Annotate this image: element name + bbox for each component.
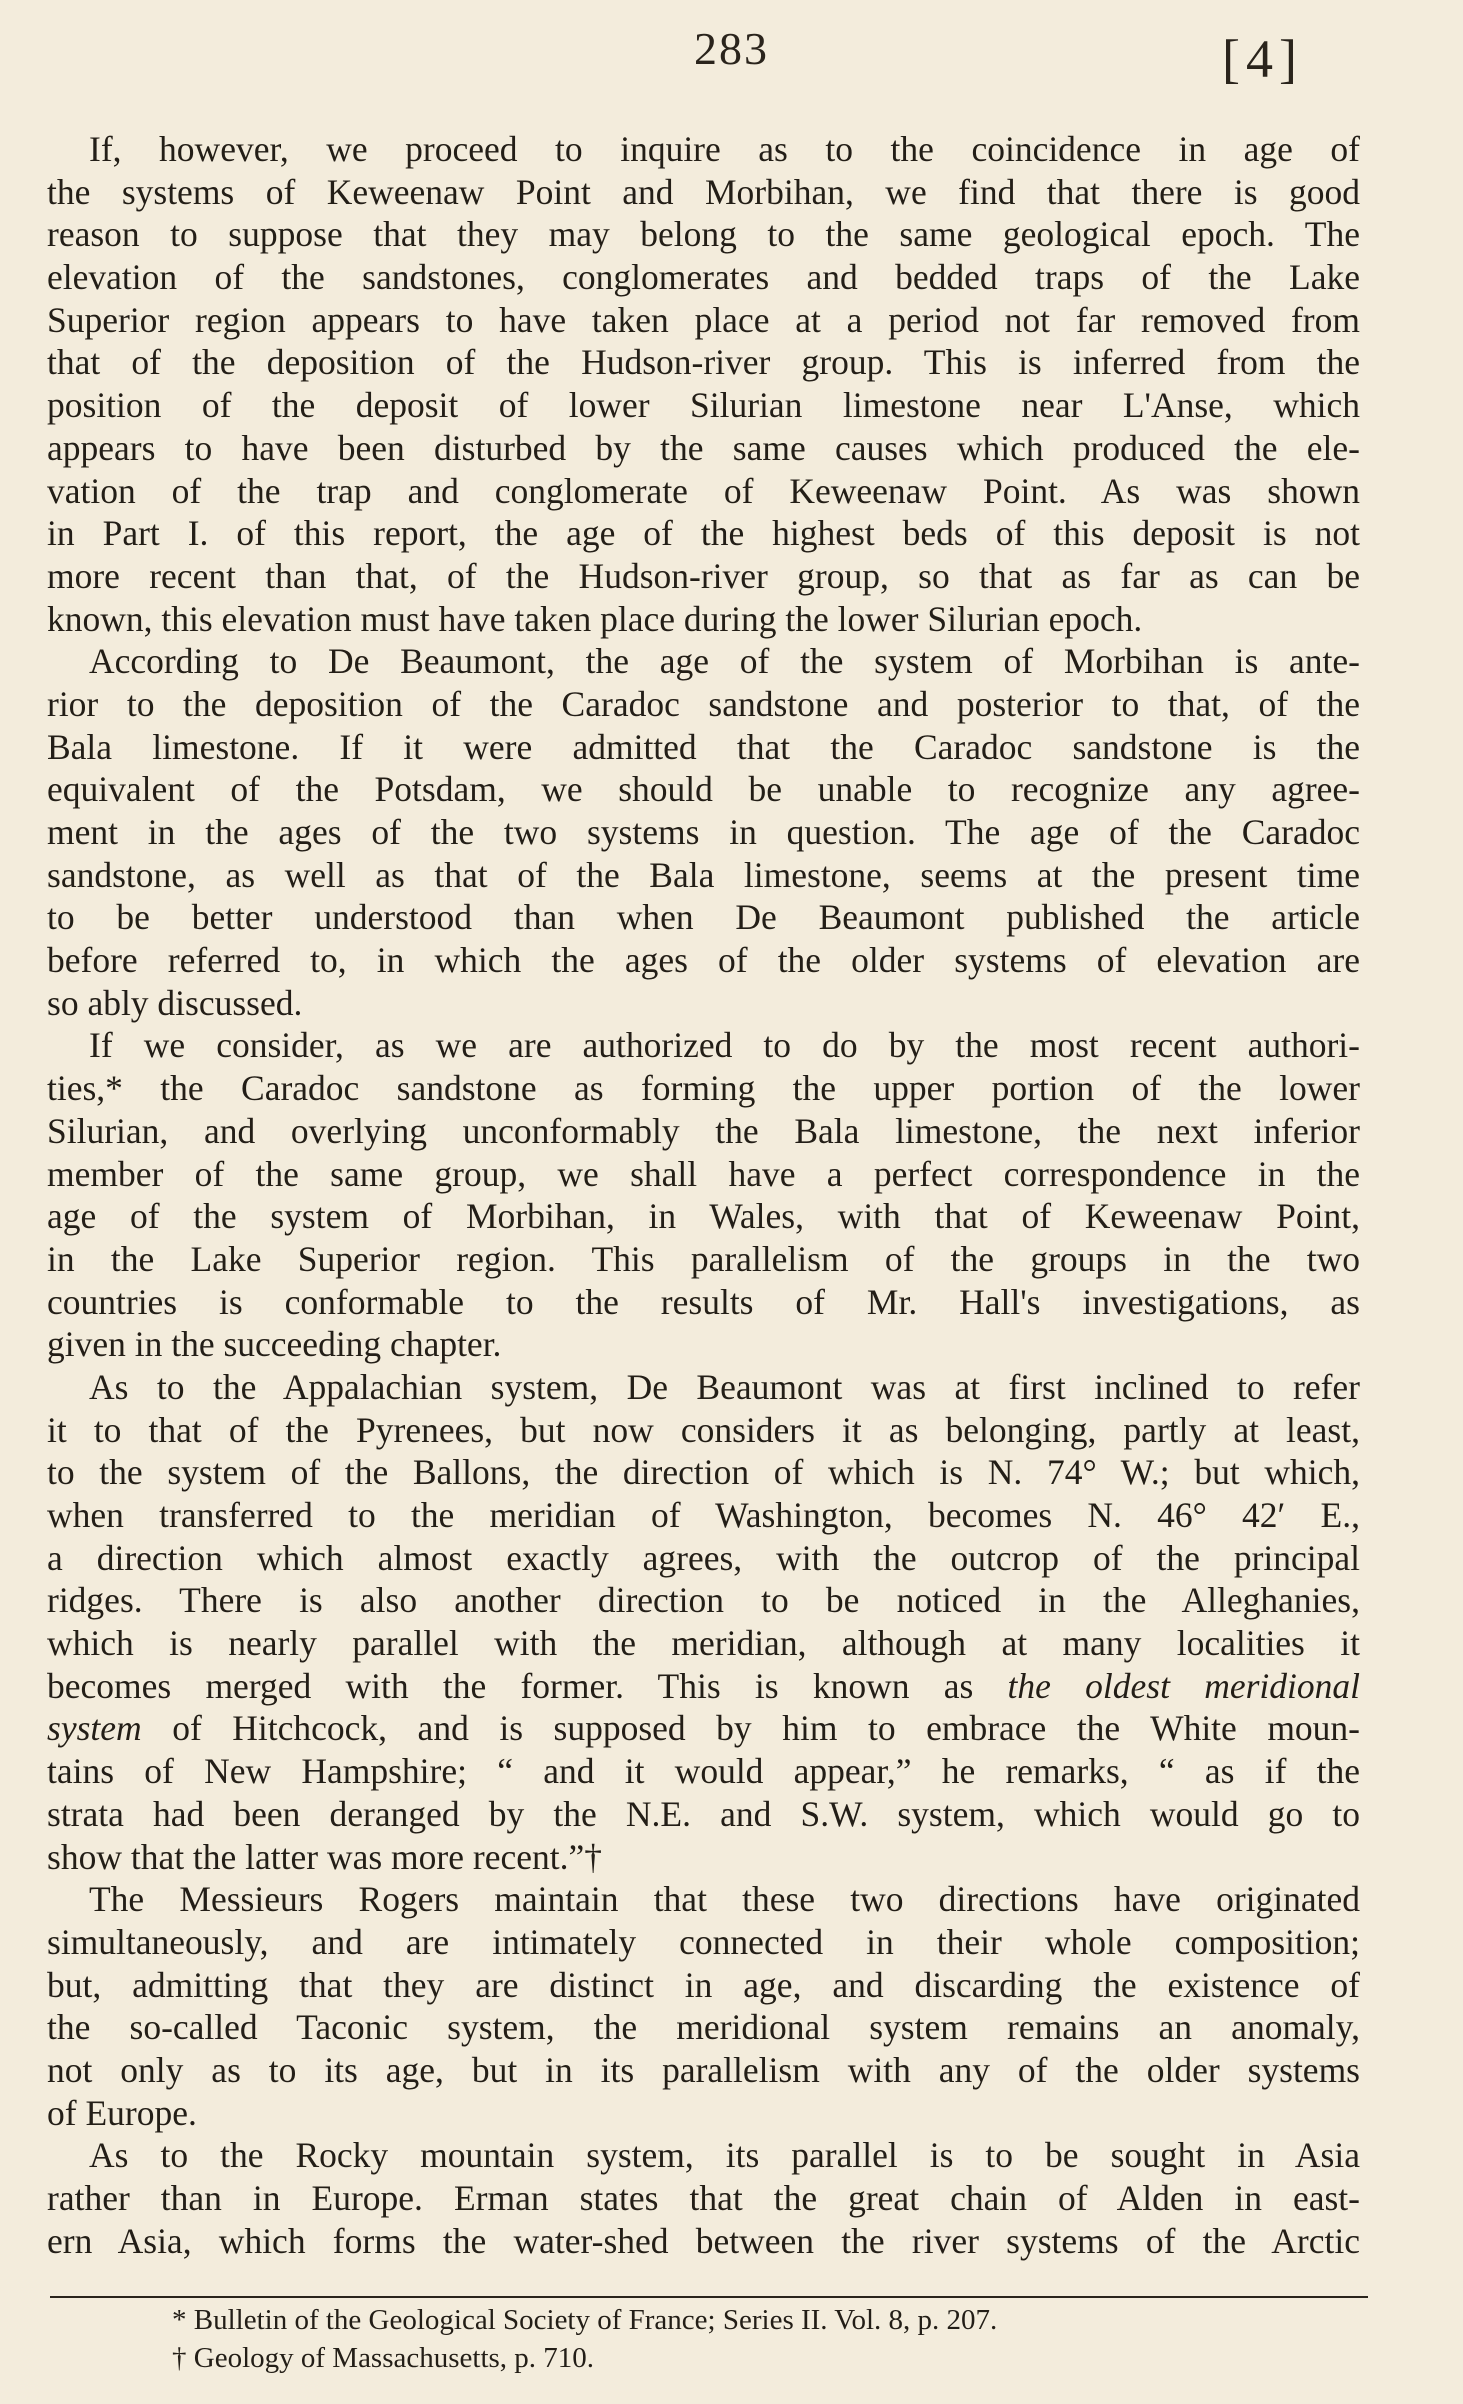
text-line: in the Lake Superior region. This parallelism of the groups in the two [47,1238,1360,1279]
text-line [47,1665,1360,1708]
text-line: simultaneously, and are intimately connected in their whole composition; [47,1921,1360,1962]
text-line: If we consider, as we are authorized to do by the most recent authori- [89,1025,1360,1066]
text-line: given in the succeeding chapter. [47,1324,502,1365]
text-line: of Europe. [47,2092,197,2133]
section-marker: [4] [1222,29,1303,89]
text-line: show that the latter was more recent.”† [47,1836,602,1877]
text-line: which is nearly parallel with the meridian, although at many localities it [47,1623,1360,1664]
text-line: elevation of the sandstones, conglomerates and bedded traps of the Lake [47,257,1360,298]
text-line: tains of New Hampshire; “ and it would appear,” he remarks, “ as if the [47,1751,1360,1792]
text-line: position of the deposit of lower Silurian limestone near L'Anse, which [47,385,1360,426]
text-line: equivalent of the Potsdam, we should be unable to recognize any agree- [47,769,1360,810]
text-line: reason to suppose that they may belong to the same geological epoch. The [47,214,1360,255]
text-line: Silurian, and overlying unconformably the Bala limestone, the next inferior [47,1110,1360,1151]
text-line: As to the Appalachian system, De Beaumont was at first inclined to refer [89,1366,1360,1407]
text-line: As to the Rocky mountain system, its parallel is to be sought in Asia [89,2135,1360,2176]
text-line: the so-called Taconic system, the meridional system remains an anomaly, [47,2007,1360,2048]
text-line: age of the system of Morbihan, in Wales, with that of Keweenaw Point, [47,1196,1360,1237]
footnote: * Bulletin of the Geological Society of France; Series II. Vol. 8, p. 207. [172,2304,998,2336]
text-line: strata had been deranged by the N.E. and S.W. system, which would go to [47,1793,1360,1834]
text-line: According to De Beaumont, the age of the system of Morbihan is ante- [89,641,1360,682]
text-line: not only as to its age, but in its parallelism with any of the older systems [47,2049,1360,2090]
text-line: If, however, we proceed to inquire as to the coincidence in age of [89,129,1360,169]
footnotes [172,2301,1322,2377]
text-line: ties,* the Caradoc sandstone as forming the upper portion of the lower [47,1068,1360,1109]
body-text [47,128,1360,2262]
text-line: ern Asia, which forms the water-shed between the river systems of the Arctic [47,2220,1360,2261]
text-line: when transferred to the meridian of Washington, becomes N. 46° 42′ E., [47,1495,1360,1535]
text-line: to the system of the Ballons, the direction of which is N. 74° W.; but which, [47,1452,1360,1493]
italic-term: the oldest meridional [1007,1665,1360,1706]
italic-term: system [47,1708,142,1749]
text-line: that of the deposition of the Hudson-river group. This is inferred from the [47,342,1360,383]
text-line [47,1707,1360,1750]
text-line: countries is conformable to the results of Mr. Hall's investigations, as [47,1281,1360,1322]
text-line: more recent than that, of the Hudson-river group, so that as far as can be [47,555,1360,596]
text-line: it to that of the Pyrenees, but now considers it as belonging, partly at least, [47,1409,1360,1450]
text-line: appears to have been disturbed by the same causes which produced the ele- [47,427,1360,468]
footnote: † Geology of Massachusetts, p. 710. [172,2342,595,2374]
text-line: in Part I. of this report, the age of the highest beds of this deposit is not [47,513,1360,554]
text-segment: of Hitchcock, and is supposed by him to embrace the White moun- [172,1708,1361,1749]
text-line: member of the same group, we shall have a perfect correspondence in the [47,1153,1360,1194]
text-line: a direction which almost exactly agrees, with the outcrop of the principal [47,1537,1360,1578]
text-line: rior to the deposition of the Caradoc sandstone and posterior to that, of the [47,683,1360,724]
text-line: sandstone, as well as that of the Bala limestone, seems at the present time [47,854,1360,895]
text-line: rather than in Europe. Erman states that the great chain of Alden in east- [47,2178,1360,2218]
text-line: but, admitting that they are distinct in age, and discarding the existence of [47,1964,1360,2005]
text-segment: becomes merged with the former. This is known as [47,1665,974,1706]
text-line: Bala limestone. If it were admitted that the Caradoc sandstone is the [47,726,1360,767]
footnote-divider [50,2296,1368,2298]
text-line: to be better understood than when De Beaumont published the article [47,897,1360,938]
text-line: so ably discussed. [47,982,303,1023]
text-line: before referred to, in which the ages of the older systems of elevation are [47,940,1360,981]
text-line: ment in the ages of the two systems in question. The age of the Caradoc [47,812,1360,852]
text-line: Superior region appears to have taken place at a period not far removed from [47,299,1360,340]
page-number: 283 [694,23,769,74]
text-line: The Messieurs Rogers maintain that these two directions have originated [89,1879,1360,1920]
text-line: the systems of Keweenaw Point and Morbihan, we find that there is good [47,171,1360,212]
text-line: ridges. There is also another direction to be noticed in the Alleghanies, [47,1580,1360,1621]
text-line: vation of the trap and conglomerate of Keweenaw Point. As was shown [47,470,1360,511]
text-line: known, this elevation must have taken place during the lower Silurian epoch. [47,598,1143,639]
